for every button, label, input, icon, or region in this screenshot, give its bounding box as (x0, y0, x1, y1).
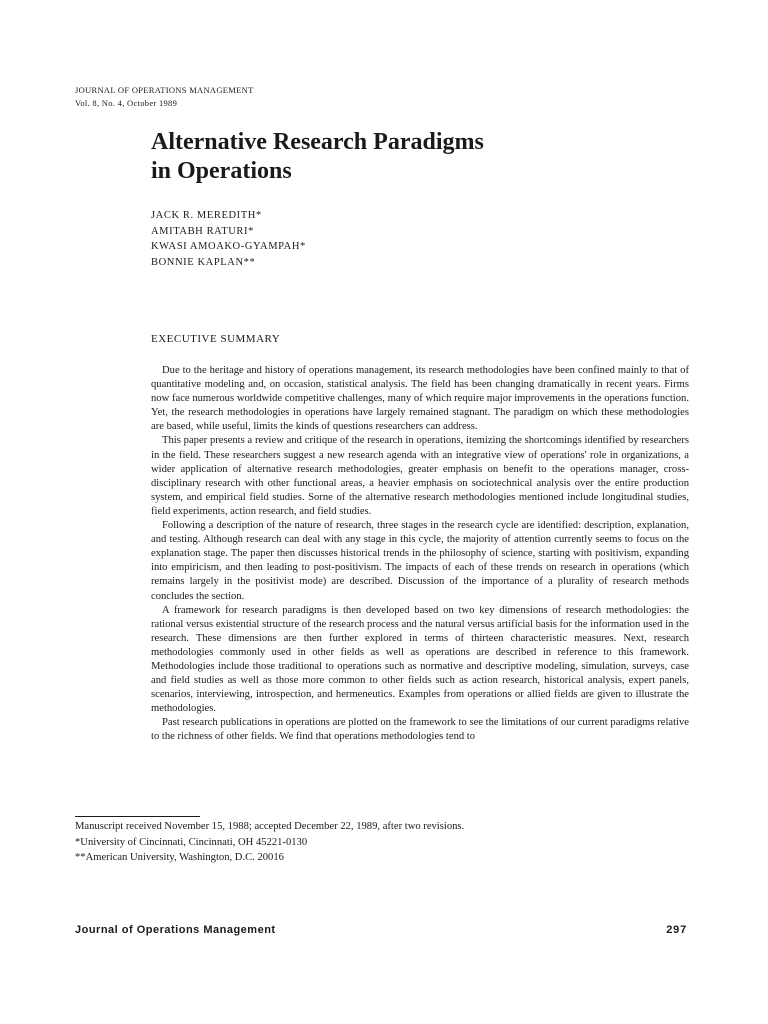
footnote-divider (75, 816, 200, 817)
running-footer (75, 924, 687, 936)
author: AMITABH RATURI* (151, 225, 254, 237)
section-heading: EXECUTIVE SUMMARY (151, 333, 281, 345)
summary-paragraph: This paper presents a review and critique of the research in operations, itemizing the shortcomings identified by researchers in the field. These researchers suggest a new research agenda with an integrative view of operations' role in organizations, a wider application of alternative research methodologies, greater emphasis on benefit to the operations manager, cross-disciplinary research with other functional areas, a heavier emphasis on sociotechnical analysis over the entire production system, and empirical field studies. Sorne of the alternative research methodologies mentioned include longitudinal studies, field experiments, action research, and field studies. (151, 435, 689, 517)
summary-paragraph: Due to the heritage and history of operations management, its research methodologies have been confined mainly to that of quantitative modeling and, on occasion, statistical analysis. The field has been changing dramatically in recent years. Firms now face numerous worldwide competitive challenges, many of which require major improvements in the operations function. Yet, the research methodologies in operations have largely remained stagnant. The paradigm on which these methodologies are based, while useful, limits the kinds of questions researchers can address. (151, 365, 689, 433)
article-title (151, 128, 611, 186)
summary-paragraph: Following a description of the nature of research, three stages in the research cycle are identified: description, explanation, and testing. Although research can deal with any stage in this cycle, the majority of attention currently seems to focus on the explanation stage. The paper then discusses historical trends in the philosophy of science, starting with positivism, expanding into empiricism, and then leading to post-positivism. The impacts of each of these trends on research in operations (which remains largely in the positivist mode) are described. Discussion of the importance of a plurality of research methods concludes the section. (151, 520, 689, 602)
summary-paragraph: A framework for research paradigms is then developed based on two key dimensions of research methodologies: the rational versus existential structure of the research process and the natural versus artificial basis for the information used in the research. These dimensions are then further explored in terms of thirteen characteristic measures. Next, research methodologies commonly used in other fields as well as operations are described in reference to this framework. Methodologies include those traditional to operations such as normative and descriptive modeling, simulation, surveys, case and field studies as well as those more common to other fields such as action research, historical analysis, expert panels, scenarios, interviewing, introspection, and hermeneutics. Examples from operations or allied fields are given to illustrate the methodologies. (151, 604, 689, 715)
journal-issue: Vol. 8, No. 4, October 1989 (75, 98, 178, 108)
footnote-affiliation: **American University, Washington, D.C. 20016 (75, 852, 284, 863)
journal-name: JOURNAL OF OPERATIONS MANAGEMENT (75, 85, 254, 95)
article-title-line-1: Alternative Research Paradigms (151, 129, 484, 155)
article-title-line-2: in Operations (151, 158, 292, 184)
footnote-affiliation: *University of Cincinnati, Cincinnati, OH 45221-0130 (75, 836, 308, 848)
author: BONNIE KAPLAN** (151, 256, 256, 268)
summary-paragraph: Past research publications in operations are plotted on the framework to see the limitations of our current paradigms relative to the richness of other fields. We find that operations methodologies tend to (151, 717, 689, 743)
author-list (151, 208, 306, 270)
author: KWASI AMOAKO-GYAMPAH* (151, 241, 306, 252)
footer-journal-name: Journal of Operations Management (75, 924, 276, 936)
executive-summary (151, 364, 689, 745)
author: JACK R. MEREDITH* (151, 210, 262, 221)
footnotes (75, 819, 464, 866)
page-number: 297 (666, 924, 687, 936)
journal-header (75, 84, 254, 110)
footnote-manuscript: Manuscript received November 15, 1988; accepted December 22, 1989, after two revisions. (75, 821, 465, 832)
